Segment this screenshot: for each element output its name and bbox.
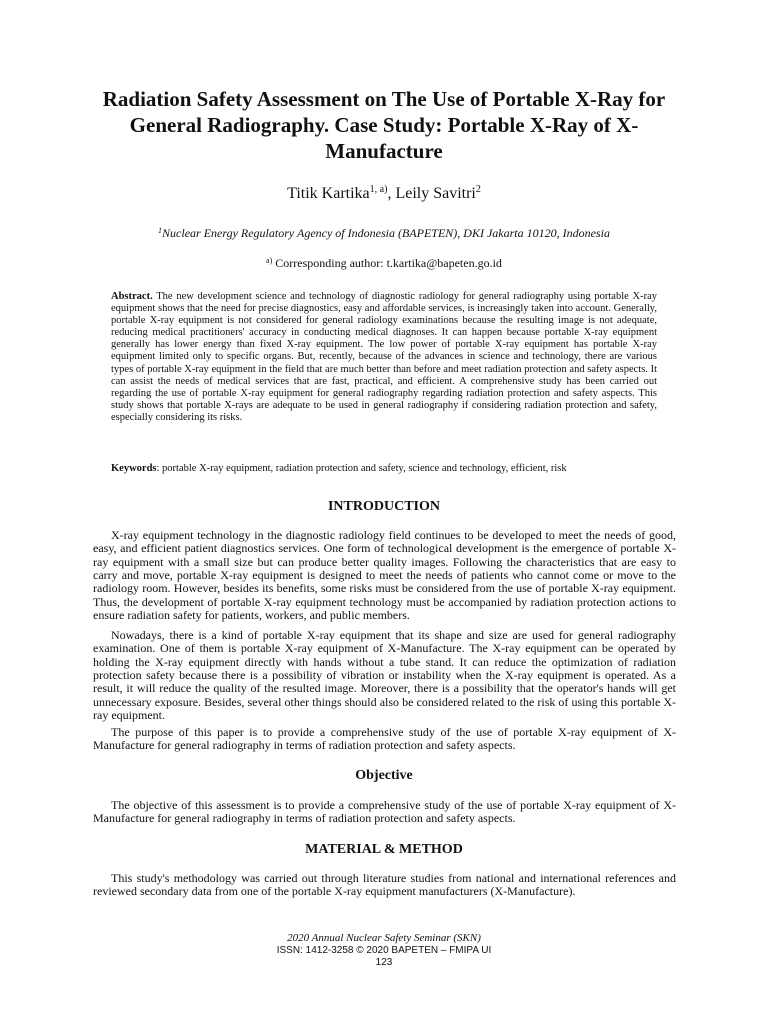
keywords-text: : portable X-ray equipment, radiation protection and safety, science and technology, efficient, risk [156, 463, 567, 474]
section-heading-material-method: MATERIAL & METHOD [305, 842, 463, 857]
author-superscript: 1, a) [369, 184, 388, 195]
section-heading-introduction: INTRODUCTION [327, 499, 440, 514]
paper-title: Radiation Safety Assessment on The Use of Portable X-Ray for General Radiography. Case Study: Portable X-Ray of X-Manufacture [102, 87, 666, 163]
body-paragraph: Nowadays, there is a kind of portable X-ray equipment that its shape and size are used for general radiography examination. One of them is portable X-ray equipment of X-Manufacture. The X-ray equipment can be operated by holding the X-ray equipment directly with hands without a tube stand. It can reduce the optimization of radiation protection safety because there is a possibility of vibration or instability when the X-ray equipment is operated. As a result, it will reduce the quality of the resulted image. Moreover, there is a possibility that the operator's hands will get unnecessary exposure. Besides, several other things should also be considered related to the risk of using this portable X-ray equipment. [93, 628, 676, 723]
footer-issn: ISSN: 1412-3258 © 2020 BAPETEN – FMIPA UI [276, 945, 492, 956]
body-paragraph: The purpose of this paper is to provide a comprehensive study of the use of portable X-ray equipment of X-Manufacture for general radiography in terms of radiation protection and safety aspects. [93, 725, 676, 753]
abstract-text: The new development science and technology of diagnostic radiology for general radiography using portable X-ray equipment shows that the need for precise diagnostics, easy and affordable services, is increasingly taken into account. Generally, portable X-ray equipment is not considered for general radiology examinations because the resulting image is not adequate, reducing medical practitioners' accuracy in conducting medical diagnoses. It can happen because portable X-ray equipment generally has lower energy than fixed X-ray equipment. The low power of portable X-ray equipment has portable X-ray equipment limited only to specific organs. But, recently, because of the advances in science and technology, there are various types of portable X-ray equipment in the field that are much better than before and meet radiation protection and safety aspects. It can assist the needs of medical services that are fast, practical, and efficient. A comprehensive study has been carried out regarding the use of portable X-ray equipment for general radiography regarding radiation protection and safety aspects. This study shows that portable X-rays are adequate to be used in general radiography if considering radiation protection and safety, especially considering its risks. [111, 291, 657, 423]
corresponding-text: Corresponding author: t.kartika@bapeten.go.id [272, 256, 502, 270]
page-number: 123 [375, 957, 393, 968]
corresponding-superscript: a) [266, 256, 273, 265]
author-name: Titik Kartika [287, 185, 370, 202]
author-line [0, 184, 768, 204]
corresponding-author [0, 255, 768, 271]
body-paragraph: The objective of this assessment is to provide a comprehensive study of the use of portable X-ray equipment of X-Manufacture for general radiography in terms of radiation protection and safety aspects. [93, 798, 676, 826]
page-footer [0, 932, 768, 969]
abstract [111, 291, 657, 424]
body-paragraph: This study's methodology was carried out through literature studies from national and international references and reviewed secondary data from one of the portable X-ray equipment manufacturers (X-Manufacture). [93, 871, 676, 899]
body-paragraph: X-ray equipment technology in the diagnostic radiology field continues to be developed to meet the needs of good, easy, and efficient patient diagnostics services. One form of technological development is the emergence of portable X-ray equipment with a small size but can produce better quality images. Following the characteristics that are easy to carry and move, portable X-ray equipment is designed to meet the needs of patients who cannot come or move to the radiology room. However, besides its benefits, some risks must be considered from the use of portable X-ray equipment. Thus, the development of portable X-ray equipment technology must be accompanied by radiation protection actions to ensure radiation safety for patients, workers, and public members. [93, 528, 676, 623]
author-separator: , [387, 185, 396, 202]
affiliation-superscript: 1 [158, 226, 163, 235]
keywords-label: Keywords [111, 463, 157, 474]
affiliation-text: Nuclear Energy Regulatory Agency of Indonesia (BAPETEN), DKI Jakarta 10120, Indonesia [162, 226, 610, 240]
author-superscript: 2 [475, 184, 481, 195]
section-heading-objective: Objective [355, 768, 413, 783]
footer-seminar-name: 2020 Annual Nuclear Safety Seminar (SKN) [287, 932, 481, 944]
author-name: Leily Savitri [395, 185, 476, 202]
affiliation [0, 225, 768, 241]
abstract-label: Abstract. [111, 291, 153, 302]
keywords [111, 462, 657, 476]
